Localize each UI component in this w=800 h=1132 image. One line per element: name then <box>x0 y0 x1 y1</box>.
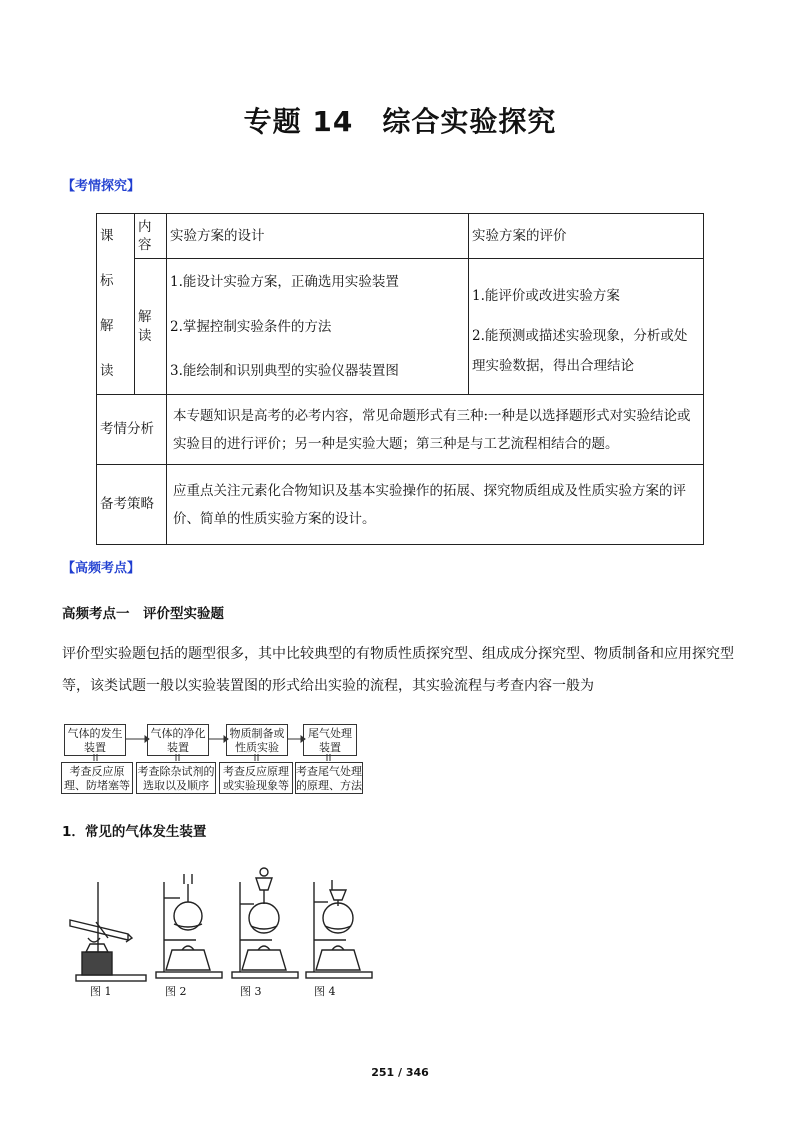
neirong-label: 内容 <box>135 214 167 259</box>
figure-3-apparatus <box>232 868 298 978</box>
neirong-col2: 实验方案的评价 <box>469 214 704 259</box>
kebiao-cell: 课 标 解 读 <box>97 214 135 395</box>
figure-4-apparatus <box>306 880 372 978</box>
sub1-heading: 1．常见的气体发生装置 <box>62 824 207 840</box>
beikao-label: 备考策略 <box>97 465 167 545</box>
page-title: 专题 14 综合实验探究 <box>243 105 557 138</box>
point1-heading: 高频考点一 评价型实验题 <box>62 606 224 622</box>
jiedu-col2: 1.能评价或改进实验方案 2.能预测或描述实验现象，分析或处理实验数据，得出合理结论 <box>469 259 704 395</box>
point1-paragraph: 评价型实验题包括的题型很多，其中比较典型的有物质性质探究型、组成成分探究型、物质制备和应用探究型等，该类试题一般以实验装置图的形式给出实验的流程，其实验流程与考查内容一般为 <box>62 646 734 694</box>
neirong-col1: 实验方案的设计 <box>167 214 469 259</box>
figure-1-label: 图 1 <box>90 985 112 998</box>
kaoqing-label: 考情分析 <box>97 395 167 465</box>
beikao-text: 应重点关注元素化合物知识及基本实验操作的拓展、探究物质组成及性质实验方案的评价、简单的性质实验方案的设计。 <box>167 465 704 545</box>
figure-1-apparatus <box>70 882 146 981</box>
section-gaopin: 【高频考点】 <box>62 561 141 576</box>
section-kaoqing: 【考情探究】 <box>62 179 141 194</box>
jiedu-col1: 1.能设计实验方案，正确选用实验装置 2.掌握控制实验条件的方法 3.能绘制和识别典型的实验仪器装置图 <box>167 259 469 395</box>
flow-bottom-4: 考查尾气处理的原理、方法 <box>295 762 363 794</box>
flow-top-4: 尾气处理装置 <box>303 724 357 756</box>
figure-2-label: 图 2 <box>165 985 187 998</box>
flow-top-3: 物质制备或性质实验 <box>226 724 288 756</box>
flow-bottom-3: 考查反应原理或实验现象等 <box>219 762 293 794</box>
page-number: 251 / 346 <box>371 1066 429 1079</box>
apparatus-figures <box>60 860 380 1000</box>
flow-top-1: 气体的发生装置 <box>64 724 126 756</box>
figure-3-label: 图 3 <box>240 985 262 998</box>
flow-top-2: 气体的净化装置 <box>147 724 209 756</box>
jiedu-label: 解读 <box>135 259 167 395</box>
figure-2-apparatus <box>156 874 222 978</box>
figure-4-label: 图 4 <box>314 985 336 998</box>
flow-bottom-1: 考查反应原理、防堵塞等 <box>61 762 133 794</box>
kaoqing-text: 本专题知识是高考的必考内容，常见命题形式有三种:一种是以选择题形式对实验结论或实验目的进行评价；另一种是实验大题；第三种是与工艺流程相结合的题。 <box>167 395 704 465</box>
flow-bottom-2: 考查除杂试剂的选取以及顺序 <box>136 762 216 794</box>
